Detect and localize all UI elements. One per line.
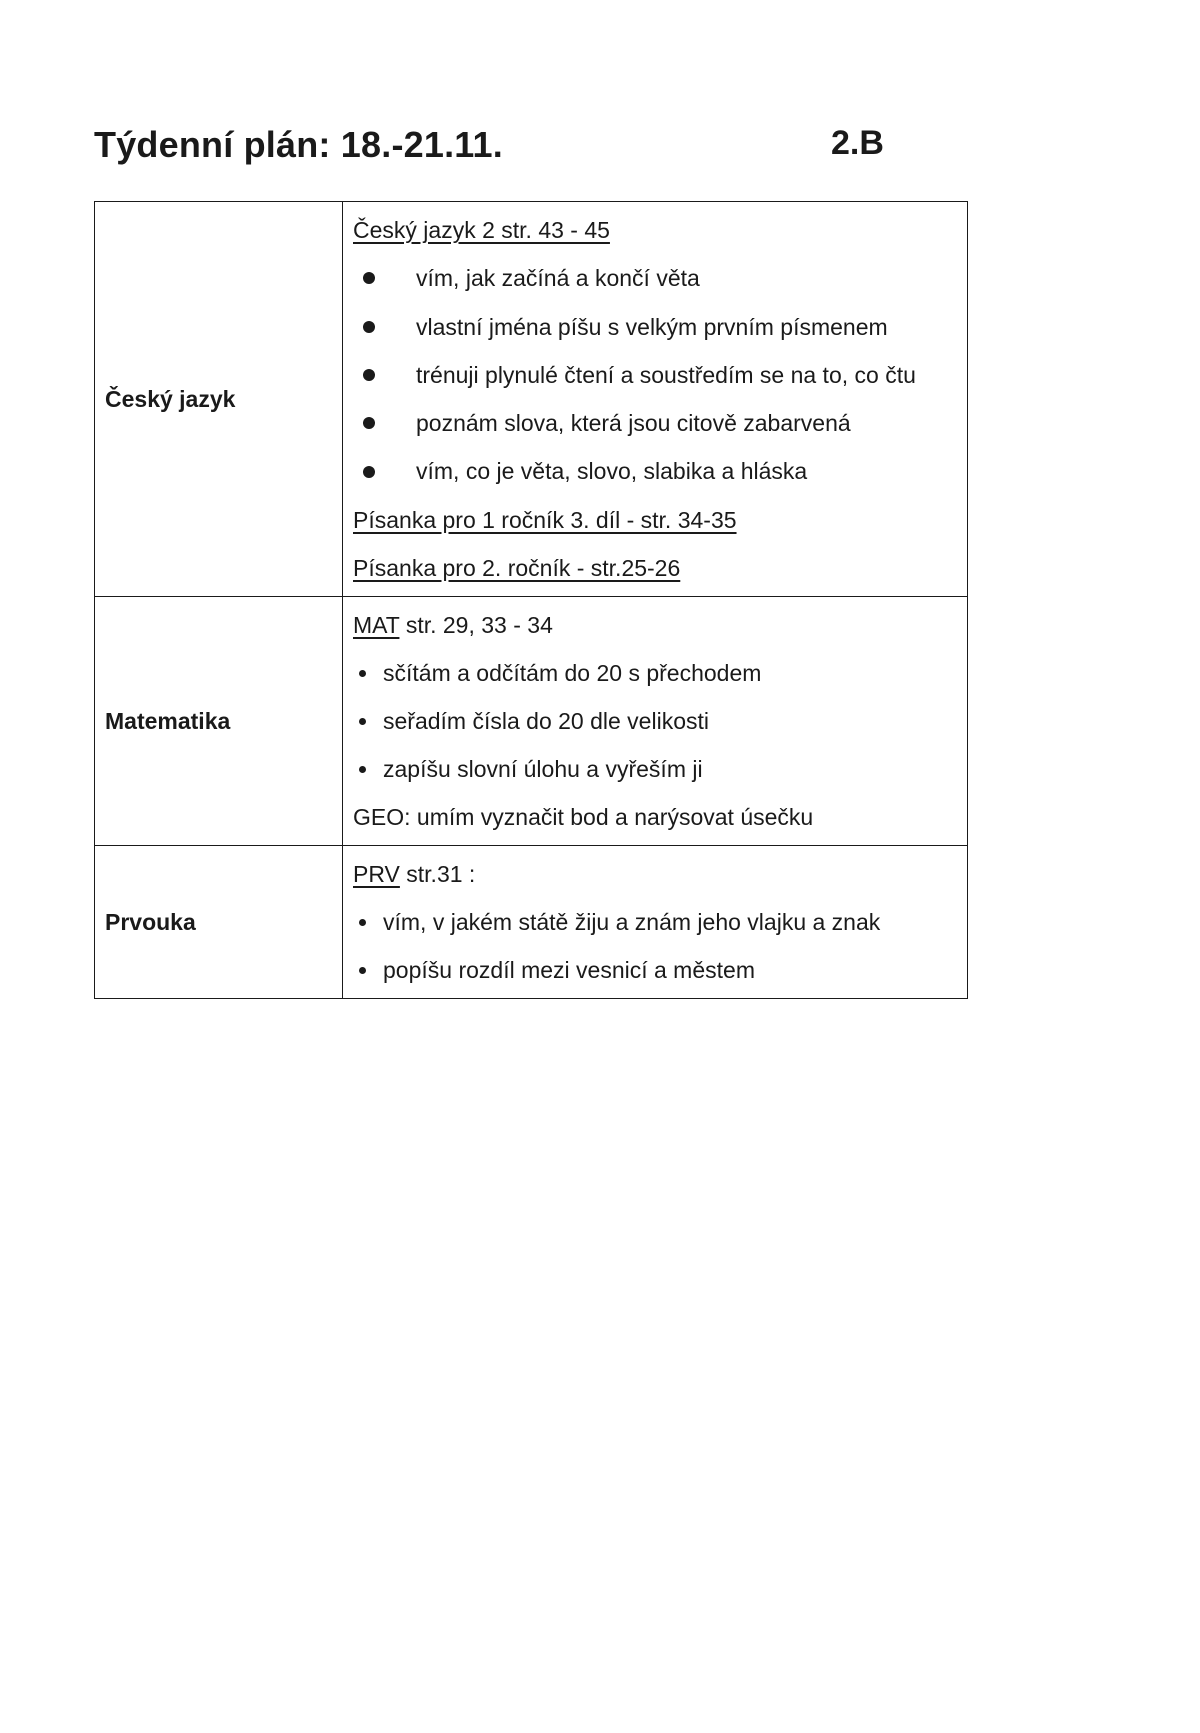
list-item: sčítám a odčítám do 20 s přechodem (353, 649, 957, 697)
list-item: vím, v jakém státě žiju a znám jeho vlajku a znak (353, 898, 957, 946)
subject-cell: Český jazyk (95, 202, 343, 597)
list-item: vlastní jména píšu s velkým prvním písmenem (353, 303, 957, 351)
subject-code: PRV (353, 861, 400, 888)
bullet-icon (363, 369, 375, 381)
bullet-icon (359, 919, 366, 926)
workbook-reference: Písanka pro 2. ročník - str.25-26 (353, 555, 681, 582)
weekly-plan-table (94, 201, 968, 999)
textbook-reference: PRV str.31 : (353, 861, 476, 888)
subject-code: MAT (353, 612, 400, 639)
bullet-icon (363, 272, 375, 284)
bullet-icon (359, 967, 366, 974)
content-cell (343, 202, 968, 597)
class-label: 2.B (831, 124, 884, 162)
list-item: vím, co je věta, slovo, slabika a hláska (353, 447, 957, 495)
page-header (94, 122, 894, 172)
content-cell (343, 597, 968, 846)
list-item: zapíšu slovní úlohu a vyřeším ji (353, 745, 957, 793)
bullet-icon (363, 321, 375, 333)
textbook-reference: Český jazyk 2 str. 43 - 45 (353, 217, 610, 243)
table-row-cesky-jazyk (95, 202, 968, 597)
geometry-goal: GEO: umím vyznačit bod a narýsovat úsečku (353, 804, 814, 831)
bullet-icon (363, 417, 375, 429)
list-item: popíšu rozdíl mezi vesnicí a městem (353, 946, 957, 994)
page-title: Týdenní plán: 18.-21.11. (94, 124, 503, 165)
textbook-reference: MAT str. 29, 33 - 34 (353, 612, 553, 639)
workbook-reference: Písanka pro 1 ročník 3. díl - str. 34-35 (353, 506, 737, 533)
list-item: seřadím čísla do 20 dle velikosti (353, 697, 957, 745)
table-row-matematika (95, 597, 968, 846)
bullet-icon (359, 718, 366, 725)
subject-cell: Prvouka (95, 846, 343, 999)
list-item: vím, jak začíná a končí věta (353, 254, 957, 302)
bullet-icon (363, 466, 375, 478)
list-item: trénuji plynulé čtení a soustředím se na to, co čtu (353, 351, 957, 399)
subject-cell: Matematika (95, 597, 343, 846)
bullet-icon (359, 670, 366, 677)
table-row-prvouka (95, 846, 968, 999)
list-item: poznám slova, která jsou citově zabarvená (353, 399, 957, 447)
content-cell (343, 846, 968, 999)
bullet-icon (359, 766, 366, 773)
